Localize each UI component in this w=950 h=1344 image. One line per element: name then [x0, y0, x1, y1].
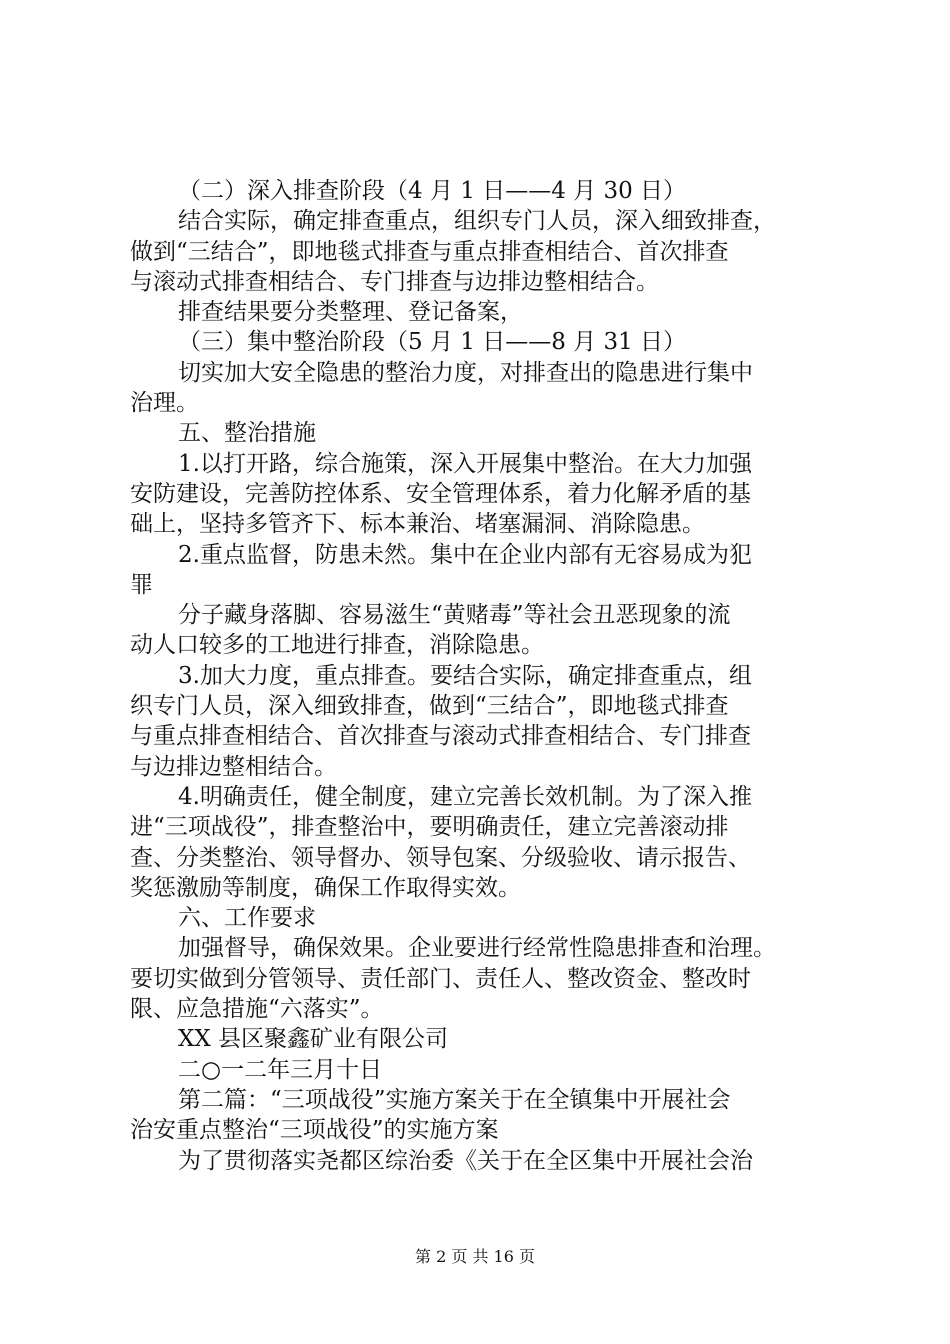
- page-number: 第 2 页 共 16 页: [415, 1247, 535, 1266]
- text-line: 与边排边整相结合。: [130, 753, 337, 780]
- signature-company: XX 县区聚鑫矿业有限公司: [178, 1026, 449, 1053]
- text-line: 与滚动式排查相结合、专门排查与边排边整相结合。: [130, 268, 659, 295]
- text-line: 与重点排查相结合、首次排查与滚动式排查相结合、专门排查: [130, 723, 751, 750]
- document-body: [130, 176, 842, 1176]
- text-line: 要切实做到分管领导、责任部门、责任人、整改资金、整改时: [130, 965, 751, 992]
- text-line: 限、应急措施“六落实”。: [130, 996, 384, 1023]
- text-line: 为了贯彻落实尧都区综治委《关于在全区集中开展社会治: [178, 1147, 753, 1174]
- text-line: 治理。: [130, 390, 199, 417]
- text-line: 动人口较多的工地进行排查，消除隐患。: [130, 632, 544, 659]
- section-heading: 五、整治措施: [178, 420, 316, 447]
- text-line: 查、分类整治、领导督办、领导包案、分级验收、请示报告、: [130, 844, 751, 871]
- text-line: 结合实际，确定排查重点，组织专门人员，深入细致排查，: [178, 208, 776, 235]
- text-line: 罪: [130, 571, 153, 598]
- text-line: 切实加大安全隐患的整治力度，对排查出的隐患进行集中: [178, 359, 753, 386]
- text-line: 1.以打开路，综合施策，深入开展集中整治。在大力加强: [178, 450, 752, 477]
- text-line: 安防建设，完善防控体系、安全管理体系，着力化解矛盾的基: [130, 480, 751, 507]
- signature-date: 二○一二年三月十日: [178, 1056, 383, 1083]
- text-line: 3.加大力度，重点排查。要结合实际，确定排查重点，组: [178, 662, 752, 689]
- text-line: （二）深入排查阶段（4 月 1 日——4 月 30 日）: [178, 178, 687, 204]
- text-line: 做到“三结合”，即地毯式排查与重点排查相结合、首次排查: [130, 238, 729, 265]
- text-line: 织专门人员，深入细致排查，做到“三结合”，即地毯式排查: [130, 693, 729, 720]
- text-line: 奖惩激励等制度，确保工作取得实效。: [130, 874, 521, 901]
- text-line: 础上，坚持多管齐下、标本兼治、堵塞漏洞、消除隐患。: [130, 511, 705, 538]
- section-heading: 六、工作要求: [178, 905, 316, 932]
- chapter-title: 治安重点整治“三项战役”的实施方案: [130, 1117, 499, 1144]
- chapter-title: 第二篇：“三项战役”实施方案关于在全镇集中开展社会: [178, 1086, 731, 1113]
- text-line: 分子藏身落脚、容易滋生“黄赌毒”等社会丑恶现象的流: [178, 602, 731, 629]
- text-line: 进“三项战役”，排查整治中，要明确责任，建立完善滚动排: [130, 814, 729, 841]
- page-footer: [0, 1247, 950, 1267]
- text-line: 加强督导，确保效果。企业要进行经常性隐患排查和治理。: [178, 935, 776, 962]
- text-line: 2.重点监督，防患未然。集中在企业内部有无容易成为犯: [178, 541, 752, 568]
- text-line: 4.明确责任，健全制度，建立完善长效机制。为了深入推: [178, 783, 752, 810]
- section-heading: （三）集中整治阶段（5 月 1 日——8 月 31 日）: [178, 329, 687, 356]
- text-line: 排查结果要分类整理、登记备案，: [178, 299, 523, 326]
